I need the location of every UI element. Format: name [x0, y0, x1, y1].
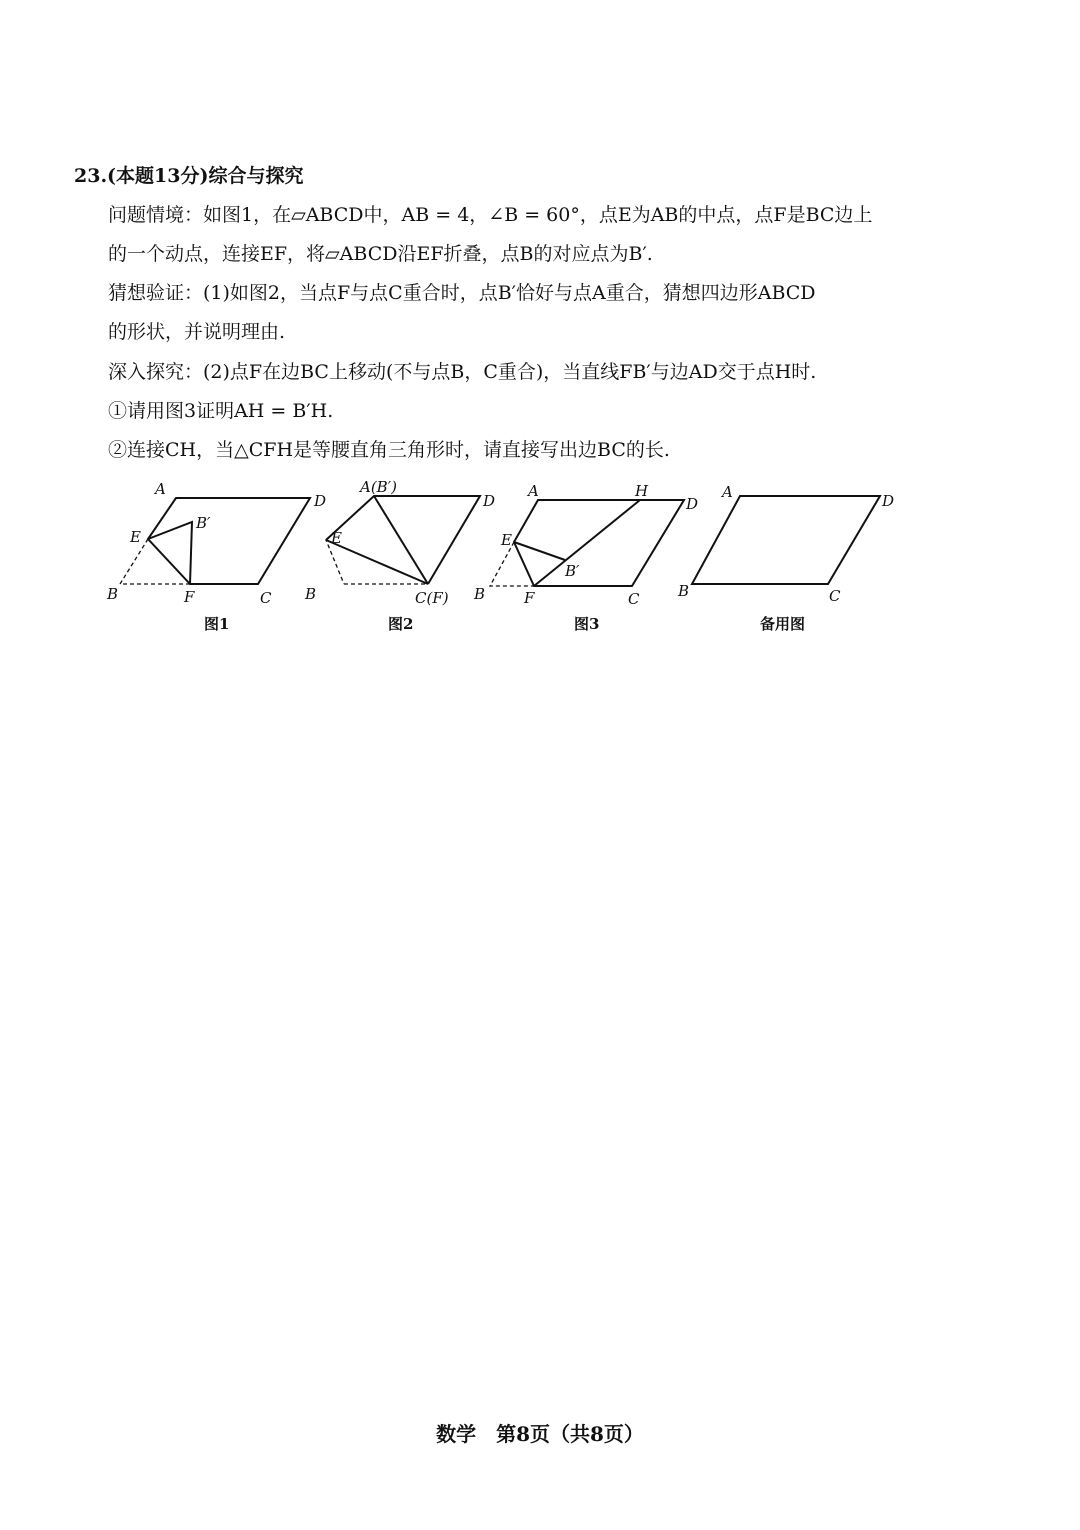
problem-line-4: 的形状，并说明理由. — [108, 321, 286, 343]
fig3-caption: 图3 — [574, 615, 600, 633]
fig3-label-Bprime: B′ — [565, 562, 580, 580]
fig4-label-A: A — [722, 483, 733, 501]
problem-line-1: 问题情境：如图1，在▱ABCD中，AB = 4，∠B = 60°，点E为AB的中点，点F是BC边上 — [108, 204, 873, 226]
figure-1 — [106, 480, 326, 633]
fig2-label-C: C(F) — [415, 589, 449, 607]
fig1-label-C: C — [260, 589, 272, 607]
problem-line-3: 猜想验证：(1)如图2，当点F与点C重合时，点B′恰好与点A重合，猜想四边形ABCD — [108, 282, 816, 304]
fig4-label-D: D — [882, 492, 895, 510]
fig4-label-C: C — [829, 587, 841, 605]
fig4-caption: 备用图 — [760, 615, 806, 633]
fig1-label-B: B — [107, 585, 119, 603]
problem-line-7: ②连接CH，当△CFH是等腰直角三角形时，请直接写出边BC的长. — [108, 439, 670, 461]
fig1-caption: 图1 — [204, 615, 230, 633]
fig3-label-F: F — [524, 589, 535, 607]
fig2-label-B: B — [305, 585, 317, 603]
problem-title: 23.(本题13分)综合与探究 — [74, 165, 304, 187]
fig1-label-E: E — [130, 528, 141, 546]
fig2-label-E: E — [331, 529, 342, 547]
fig3-label-H: H — [635, 482, 649, 500]
fig1-label-Bprime: B′ — [196, 514, 211, 532]
figure-2 — [304, 478, 495, 633]
fig3-label-C: C — [628, 590, 640, 608]
problem-line-5: 深入探究：(2)点F在边BC上移动(不与点B，C重合)，当直线FB′与边AD交于点H时. — [108, 361, 817, 383]
fig3-label-B: B — [474, 585, 486, 603]
fig1-label-F: F — [184, 588, 195, 606]
page-footer: 数学 第8页（共8页） — [436, 1422, 644, 1446]
fig1-label-D: D — [314, 492, 327, 510]
fig2-label-D: D — [483, 492, 496, 510]
figure-3 — [473, 482, 698, 633]
figure-spare — [677, 483, 894, 633]
fig2-caption: 图2 — [388, 615, 414, 633]
problem-line-2: 的一个动点，连接EF，将▱ABCD沿EF折叠，点B的对应点为B′. — [108, 243, 653, 265]
figures — [100, 476, 910, 646]
fig4-label-B: B — [678, 582, 690, 600]
problem-line-6: ①请用图3证明AH = B′H. — [108, 400, 334, 422]
fig1-label-A: A — [155, 480, 166, 498]
fig3-label-E: E — [501, 531, 512, 549]
fig2-label-A: A(B′) — [360, 478, 397, 496]
fig3-label-A: A — [528, 482, 539, 500]
fig3-label-D: D — [686, 495, 699, 513]
